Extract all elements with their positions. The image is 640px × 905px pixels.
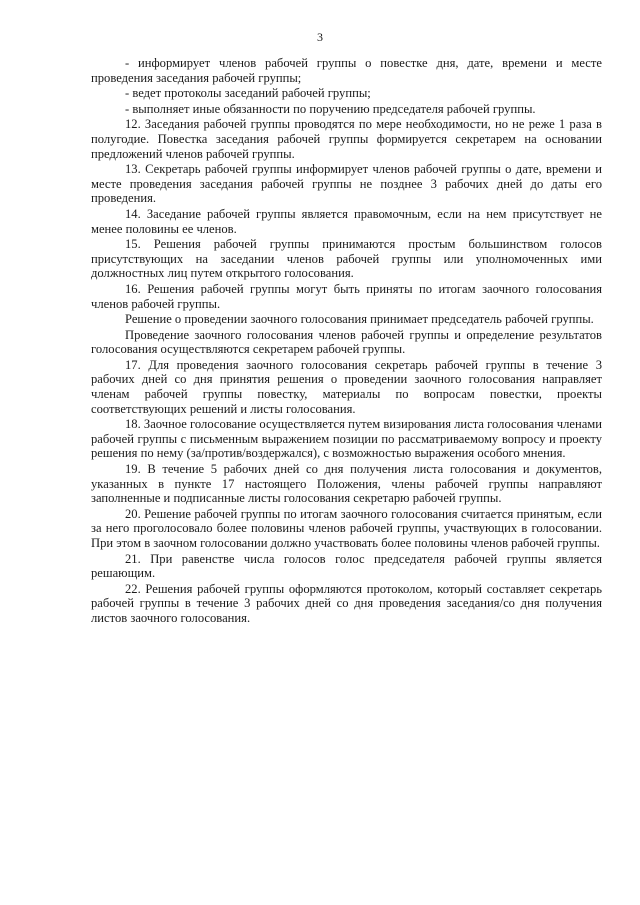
paragraph-16: 16. Решения рабочей группы могут быть приняты по итогам заочного голосования членов рабочей группы. — [91, 281, 602, 311]
paragraph-16-decision: Решение о проведении заочного голосования принимает председатель рабочей группы. — [125, 312, 594, 327]
page-number: 3 — [317, 30, 323, 44]
paragraph-duty-inform: - информирует членов рабочей группы о повестке дня, дате, времени и месте проведения заседания рабочей группы; — [91, 56, 602, 85]
document-body — [91, 56, 602, 626]
paragraph-16-conduct: Проведение заочного голосования членов рабочей группы и определение результатов голосования осуществляются секретарем рабочей группы. — [91, 327, 602, 357]
paragraph-19: 19. В течение 5 рабочих дней со дня получения листа голосования и документов, указанных в пункте 17 настоящего Положения, члены рабочей группы направляют заполненные и подписанные листы голосования секретарю рабочей группы. — [91, 462, 602, 506]
paragraph-20: 20. Решение рабочей группы по итогам заочного голосования считается принятым, если за него проголосовало более половины членов рабочей группы, участвующих в голосовании. При этом в заочном голосовании должно участвовать более половины членов рабочей группы. — [91, 506, 602, 550]
paragraph-13: 13. Секретарь рабочей группы информирует членов рабочей группы о дате, времени и месте проведения заседания рабочей группы не позднее 3 рабочих дней до даты его проведения. — [91, 162, 602, 206]
paragraph-duty-other: - выполняет иные обязанности по поручению председателя рабочей группы. — [125, 101, 536, 116]
paragraph-15: 15. Решения рабочей группы принимаются простым большинством голосов присутствующих на заседании членов рабочей группы или уполномоченных ими должностных лиц путем открытого голосования. — [91, 237, 602, 281]
paragraph-14: 14. Заседание рабочей группы является правомочным, если на нем присутствует не менее половины ее членов. — [91, 206, 602, 236]
paragraph-12: 12. Заседания рабочей группы проводятся по мере необходимости, но не реже 1 раза в полугодие. Повестка заседания рабочей группы формируется секретарем на основании предложений членов рабочей группы. — [91, 117, 602, 161]
paragraph-17: 17. Для проведения заочного голосования секретарь рабочей группы в течение 3 рабочих дней со дня принятия решения о проведении заочного голосования направляет членам рабочей группы повестку, материалы по вопросам повестки, проекты соответствующих решений и листы голосования. — [91, 357, 602, 416]
paragraph-18: 18. Заочное голосование осуществляется путем визирования листа голосования членами рабочей группы с письменным выражением позиции по рассматриваемому вопросу и проекту решения по нему (за/против/воздержался), с возможностью выражения особого мнения. — [91, 417, 602, 461]
paragraph-21: 21. При равенстве числа голосов голос председателя рабочей группы является решающим. — [91, 551, 602, 581]
paragraph-duty-minutes: - ведет протоколы заседаний рабочей группы; — [125, 86, 371, 101]
paragraph-22: 22. Решения рабочей группы оформляются протоколом, который составляет секретарь рабочей группы в течение 3 рабочих дней со дня проведения заседания/со дня получения листов заочного голосования. — [91, 581, 602, 625]
